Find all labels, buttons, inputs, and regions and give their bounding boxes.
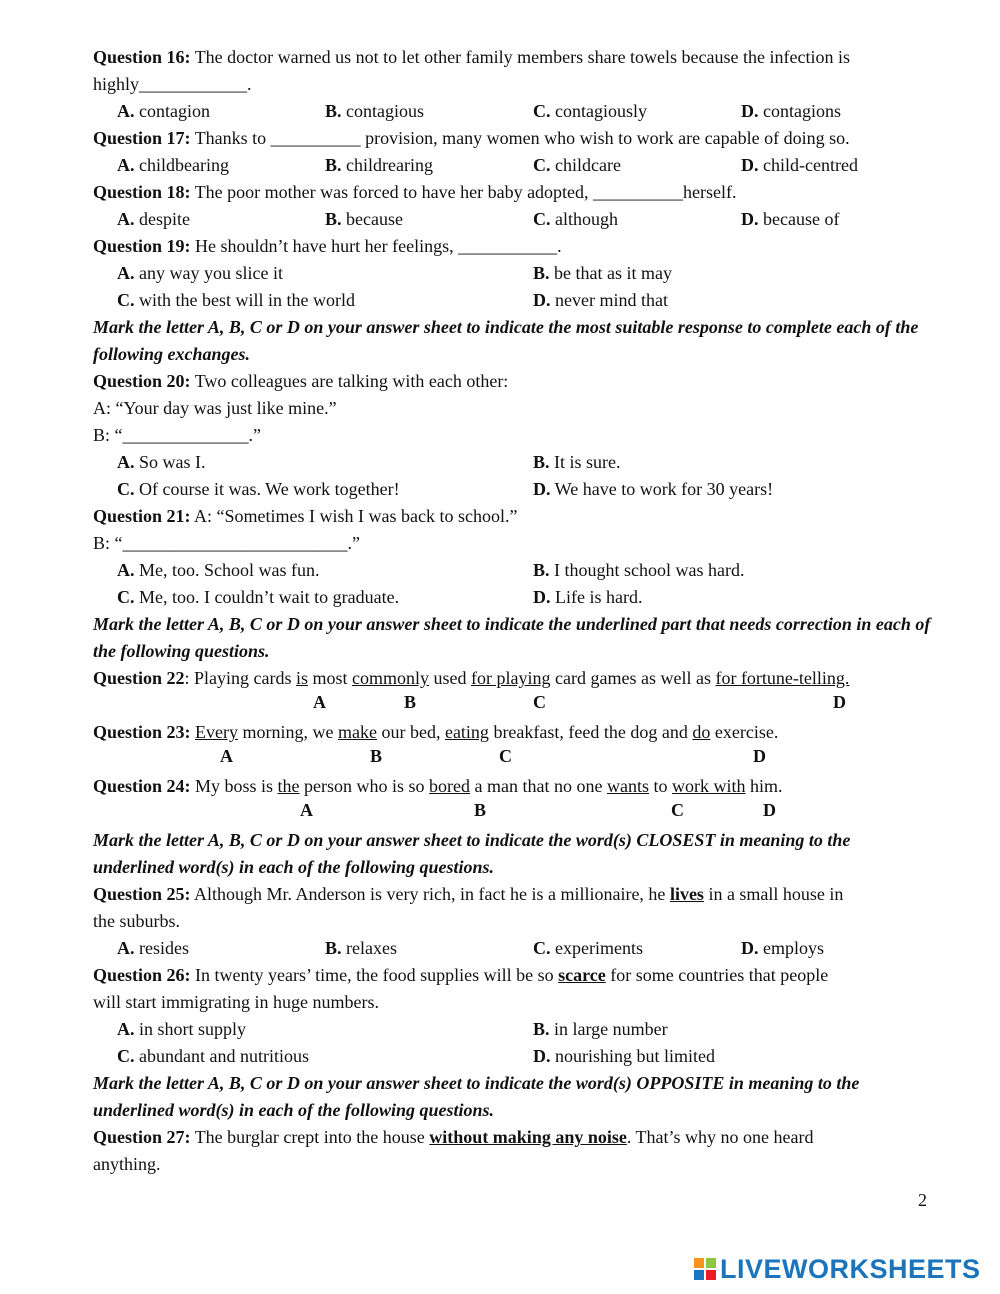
option-a[interactable]: A. any way you slice it — [117, 263, 283, 283]
option-a[interactable]: A. contagion — [117, 101, 210, 121]
letter-d[interactable]: D — [753, 746, 766, 766]
underlined-a: the — [277, 776, 300, 796]
question-16-cont: highly____________. — [93, 74, 252, 94]
underlined-phrase: without making any noise — [429, 1127, 627, 1147]
underlined-d: do — [692, 722, 711, 742]
question-18-options — [93, 206, 933, 233]
question-21: Question 21: A: “Sometimes I wish I was back to school.” — [93, 506, 518, 526]
question-20-options-ab — [93, 449, 933, 476]
question-19-options-cd — [93, 287, 933, 314]
question-22-letters — [93, 692, 933, 719]
letter-c[interactable]: C — [533, 692, 546, 712]
question-24-letters — [93, 800, 933, 827]
option-b[interactable]: B. contagious — [325, 101, 425, 121]
question-23-letters — [93, 746, 933, 773]
option-b[interactable]: B. in large number — [533, 1019, 668, 1039]
underlined-word: scarce — [558, 965, 606, 985]
option-c[interactable]: C. contagiously — [533, 101, 647, 121]
underlined-c: eating — [444, 722, 489, 742]
option-c[interactable]: C. experiments — [533, 938, 643, 958]
letter-a[interactable]: A — [220, 746, 233, 766]
question-19: Question 19: He shouldn’t have hurt her feelings, ___________. — [93, 236, 562, 256]
letter-a[interactable]: A — [300, 800, 313, 820]
question-16-options — [93, 98, 933, 125]
underlined-c: for playing — [471, 668, 551, 688]
question-21-b: B: “_________________________.” — [93, 533, 360, 553]
option-a[interactable]: A. So was I. — [117, 452, 206, 472]
question-27-cont: anything. — [93, 1154, 161, 1174]
question-19-options-ab — [93, 260, 933, 287]
option-c[interactable]: C. abundant and nutritious — [117, 1046, 309, 1066]
letter-b[interactable]: B — [474, 800, 487, 820]
option-d[interactable]: D. employs — [741, 938, 824, 958]
question-21-options-ab — [93, 557, 933, 584]
option-d[interactable]: D. contagions — [741, 101, 841, 121]
option-b[interactable]: B. relaxes — [325, 938, 397, 958]
question-26-cont: will start immigrating in huge numbers. — [93, 992, 379, 1012]
instruction-correction: Mark the letter A, B, C or D on your answer sheet to indicate the underlined part that needs correction in each of the following questions. — [93, 614, 931, 661]
question-22: Question 22: Playing cards is most commonly used for playing card games as well as for fortune-telling. — [93, 668, 850, 688]
underlined-c: wants — [607, 776, 649, 796]
option-b[interactable]: B. childrearing — [325, 155, 433, 175]
question-26-options-ab — [93, 1016, 933, 1043]
underlined-d: for fortune-telling. — [715, 668, 850, 688]
underlined-b: commonly — [352, 668, 430, 688]
option-c[interactable]: C. although — [533, 209, 618, 229]
question-18: Question 18: The poor mother was forced to have her baby adopted, __________herself. — [93, 182, 737, 202]
option-a[interactable]: A. despite — [117, 209, 190, 229]
instruction-exchanges: Mark the letter A, B, C or D on your answer sheet to indicate the most suitable response to complete each of the following exchanges. — [93, 317, 919, 364]
underlined-a: Every — [195, 722, 238, 742]
letter-b[interactable]: B — [370, 746, 383, 766]
question-20: Question 20: Two colleagues are talking with each other: — [93, 371, 509, 391]
option-d[interactable]: D. because of — [741, 209, 840, 229]
option-a[interactable]: A. childbearing — [117, 155, 229, 175]
question-16: Question 16: The doctor warned us not to let other family members share towels because the infection is — [93, 47, 850, 67]
letter-d[interactable]: D — [763, 800, 776, 820]
underlined-a: is — [296, 668, 309, 688]
option-c[interactable]: C. Me, too. I couldn’t wait to graduate. — [117, 587, 400, 607]
question-21-options-cd — [93, 584, 933, 611]
worksheet-page — [93, 44, 933, 1178]
question-17: Question 17: Thanks to __________ provision, many women who wish to work are capable of doing so. — [93, 128, 850, 148]
question-17-options — [93, 152, 933, 179]
underlined-b: bored — [429, 776, 471, 796]
option-b[interactable]: B. because — [325, 209, 403, 229]
letter-a[interactable]: A — [313, 692, 326, 712]
question-20-options-cd — [93, 476, 933, 503]
liveworksheets-logo[interactable] — [694, 1252, 981, 1286]
question-20-a: A: “Your day was just like mine.” — [93, 398, 337, 418]
question-27: Question 27: The burglar crept into the house without making any noise. That’s why no one heard — [93, 1127, 814, 1147]
letter-c[interactable]: C — [671, 800, 684, 820]
option-a[interactable]: A. resides — [117, 938, 189, 958]
underlined-b: make — [337, 722, 377, 742]
logo-text: LIVEWORKSHEETS — [720, 1253, 981, 1284]
option-a[interactable]: A. in short supply — [117, 1019, 247, 1039]
underlined-word: lives — [669, 884, 704, 904]
underlined-d: work with — [672, 776, 746, 796]
option-b[interactable]: B. I thought school was hard. — [533, 560, 745, 580]
option-c[interactable]: C. childcare — [533, 155, 621, 175]
question-25-options — [93, 935, 933, 962]
question-26: Question 26: In twenty years’ time, the food supplies will be so scarce for some countries that people — [93, 965, 829, 985]
question-23: Question 23: Every morning, we make our bed, eating breakfast, feed the dog and do exercise. — [93, 722, 779, 742]
letter-c[interactable]: C — [499, 746, 512, 766]
letter-b[interactable]: B — [404, 692, 417, 712]
question-24: Question 24: My boss is the person who is so bored a man that no one wants to work with him. — [93, 776, 783, 796]
option-b[interactable]: B. It is sure. — [533, 452, 621, 472]
instruction-opposite: Mark the letter A, B, C or D on your answer sheet to indicate the word(s) OPPOSITE in meaning to the underlined word(s) in each of the following questions. — [93, 1073, 860, 1120]
instruction-closest: Mark the letter A, B, C or D on your answer sheet to indicate the word(s) CLOSEST in meaning to the underlined word(s) in each of the following questions. — [93, 830, 851, 877]
option-a[interactable]: A. Me, too. School was fun. — [117, 560, 320, 580]
option-d[interactable]: D. We have to work for 30 years! — [533, 479, 774, 499]
question-25: Question 25: Although Mr. Anderson is very rich, in fact he is a millionaire, he lives in a small house in — [93, 884, 844, 904]
option-c[interactable]: C. Of course it was. We work together! — [117, 479, 400, 499]
logo-icon — [694, 1258, 716, 1280]
question-25-cont: the suburbs. — [93, 911, 180, 931]
option-c[interactable]: C. with the best will in the world — [117, 290, 355, 310]
option-b[interactable]: B. be that as it may — [533, 263, 672, 283]
option-d[interactable]: D. Life is hard. — [533, 587, 643, 607]
letter-d[interactable]: D — [833, 692, 846, 712]
option-d[interactable]: D. nourishing but limited — [533, 1046, 715, 1066]
question-26-options-cd — [93, 1043, 933, 1070]
option-d[interactable]: D. child-centred — [741, 155, 858, 175]
page-number: 2 — [918, 1190, 927, 1210]
option-d[interactable]: D. never mind that — [533, 290, 668, 310]
question-20-b: B: “______________.” — [93, 425, 261, 445]
